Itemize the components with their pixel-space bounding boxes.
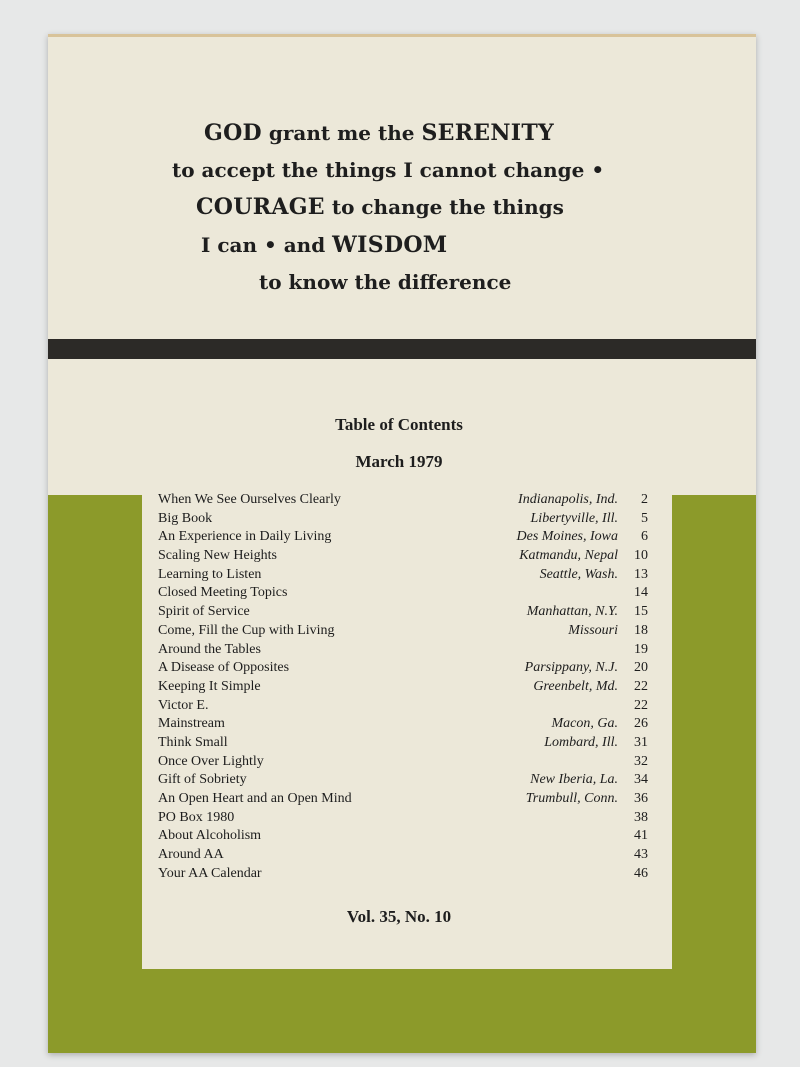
prayer-text: grant me the bbox=[261, 121, 422, 145]
toc-entry bbox=[158, 659, 648, 678]
toc-entry bbox=[158, 790, 648, 809]
prayer-line-1 bbox=[204, 115, 554, 152]
toc-entry bbox=[158, 622, 648, 641]
toc-entry-title: An Open Heart and an Open Mind bbox=[158, 791, 352, 806]
toc-entry-title: Think Small bbox=[158, 734, 228, 750]
toc-entry-page-number: 10 bbox=[634, 548, 648, 564]
toc-entry-title: PO Box 1980 bbox=[158, 809, 235, 825]
toc-entry-title: Around AA bbox=[158, 847, 224, 863]
toc-entry-title: Spirit of Service bbox=[158, 604, 250, 620]
toc-entry bbox=[158, 678, 648, 697]
toc-entry-title: Around the Tables bbox=[158, 641, 261, 657]
toc-entry-page-number: 26 bbox=[634, 716, 648, 732]
toc-entry bbox=[158, 528, 648, 547]
toc-entry-location: Missouri bbox=[568, 622, 618, 638]
toc-entry bbox=[158, 865, 648, 884]
toc-title: Table of Contents bbox=[335, 415, 463, 434]
toc-entry-location: Katmandu, Nepal bbox=[519, 548, 618, 564]
magazine-back-cover bbox=[48, 34, 756, 1053]
toc-entry-location: Macon, Ga. bbox=[551, 716, 618, 732]
toc-entry bbox=[158, 510, 648, 529]
toc-entry bbox=[158, 697, 648, 716]
toc-entry-location: Greenbelt, Md. bbox=[533, 678, 618, 694]
toc-entry-page-number: 20 bbox=[634, 660, 648, 676]
toc-entry bbox=[158, 491, 648, 510]
toc-entry-title: Learning to Listen bbox=[158, 566, 262, 582]
toc-entry-location: Manhattan, N.Y. bbox=[526, 604, 618, 620]
toc-issue-date: March 1979 bbox=[355, 452, 443, 471]
toc-entry bbox=[158, 547, 648, 566]
toc-entry bbox=[158, 584, 648, 603]
table-of-contents bbox=[142, 407, 672, 969]
toc-entry-page-number: 32 bbox=[634, 753, 648, 769]
toc-entry-page-number: 46 bbox=[634, 865, 648, 881]
toc-entry-page-number: 34 bbox=[634, 772, 648, 788]
toc-entry bbox=[158, 734, 648, 753]
toc-entry-page-number: 22 bbox=[634, 678, 648, 694]
toc-entry-title: An Experience in Daily Living bbox=[158, 529, 332, 545]
toc-entry-location: Lombard, Ill. bbox=[544, 734, 618, 750]
toc-entry-title: Gift of Sobriety bbox=[158, 772, 247, 788]
toc-entry bbox=[158, 809, 648, 828]
toc-volume-number: Vol. 35, No. 10 bbox=[346, 907, 452, 926]
toc-entry-title: Mainstream bbox=[158, 716, 225, 732]
prayer-line-5: to know the difference bbox=[259, 270, 512, 294]
toc-entry-page-number: 19 bbox=[634, 641, 648, 657]
toc-entry-page-number: 2 bbox=[641, 492, 648, 507]
toc-entry-title: Victor E. bbox=[158, 697, 209, 713]
prayer-text: to change the things bbox=[324, 195, 564, 219]
prayer-word-god: GOD bbox=[204, 120, 262, 146]
black-divider-bar bbox=[48, 339, 756, 359]
toc-entry-page-number: 18 bbox=[634, 622, 648, 638]
prayer-text: I can • and bbox=[201, 233, 333, 257]
prayer-word-serenity: SERENITY bbox=[421, 120, 555, 146]
prayer-line-3 bbox=[196, 189, 564, 226]
toc-entry-location: Libertyville, Ill. bbox=[530, 510, 618, 526]
toc-entry-title: A Disease of Opposites bbox=[158, 660, 290, 676]
toc-entry-page-number: 14 bbox=[634, 585, 648, 601]
prayer-line-4 bbox=[201, 227, 447, 264]
toc-entry-title: Your AA Calendar bbox=[158, 865, 262, 881]
toc-entry-title: Come, Fill the Cup with Living bbox=[158, 622, 335, 638]
toc-entry-title: About Alcoholism bbox=[158, 828, 262, 844]
toc-entry-page-number: 5 bbox=[641, 510, 648, 526]
toc-entry-title: Big Book bbox=[158, 510, 213, 526]
toc-entry bbox=[158, 715, 648, 734]
toc-entry-location: New Iberia, La. bbox=[530, 772, 618, 788]
toc-entry-page-number: 36 bbox=[634, 791, 648, 806]
toc-entry-location: Des Moines, Iowa bbox=[516, 529, 618, 545]
toc-entry bbox=[158, 603, 648, 622]
toc-entry-location: Indianapolis, Ind. bbox=[518, 492, 618, 507]
toc-entry-page-number: 41 bbox=[634, 828, 648, 844]
toc-entry-list bbox=[158, 491, 648, 883]
toc-entry-page-number: 13 bbox=[634, 566, 648, 582]
toc-entry-page-number: 43 bbox=[634, 847, 648, 863]
toc-entry-page-number: 22 bbox=[634, 697, 648, 713]
toc-entry-title: Once Over Lightly bbox=[158, 753, 264, 769]
toc-entry-title: Closed Meeting Topics bbox=[158, 585, 288, 601]
toc-entry-page-number: 6 bbox=[641, 529, 648, 545]
prayer-line-2: to accept the things I cannot change • bbox=[172, 158, 605, 182]
toc-entry-page-number: 38 bbox=[634, 809, 648, 825]
toc-entry-location: Trumbull, Conn. bbox=[525, 791, 618, 806]
toc-entry-title: Scaling New Heights bbox=[158, 548, 277, 564]
toc-entry bbox=[158, 771, 648, 790]
toc-entry bbox=[158, 566, 648, 585]
prayer-word-wisdom: WISDOM bbox=[332, 232, 448, 258]
toc-entry bbox=[158, 827, 648, 846]
toc-entry bbox=[158, 753, 648, 772]
toc-entry-location: Parsippany, N.J. bbox=[524, 660, 618, 676]
toc-entry-title: Keeping It Simple bbox=[158, 678, 261, 694]
toc-entry bbox=[158, 641, 648, 660]
toc-entry-location: Seattle, Wash. bbox=[539, 566, 618, 582]
toc-entry bbox=[158, 846, 648, 865]
prayer-word-courage: COURAGE bbox=[196, 194, 325, 220]
toc-entry-page-number: 31 bbox=[634, 734, 648, 750]
toc-entry-page-number: 15 bbox=[634, 604, 648, 620]
toc-entry-title: When We See Ourselves Clearly bbox=[158, 492, 341, 507]
